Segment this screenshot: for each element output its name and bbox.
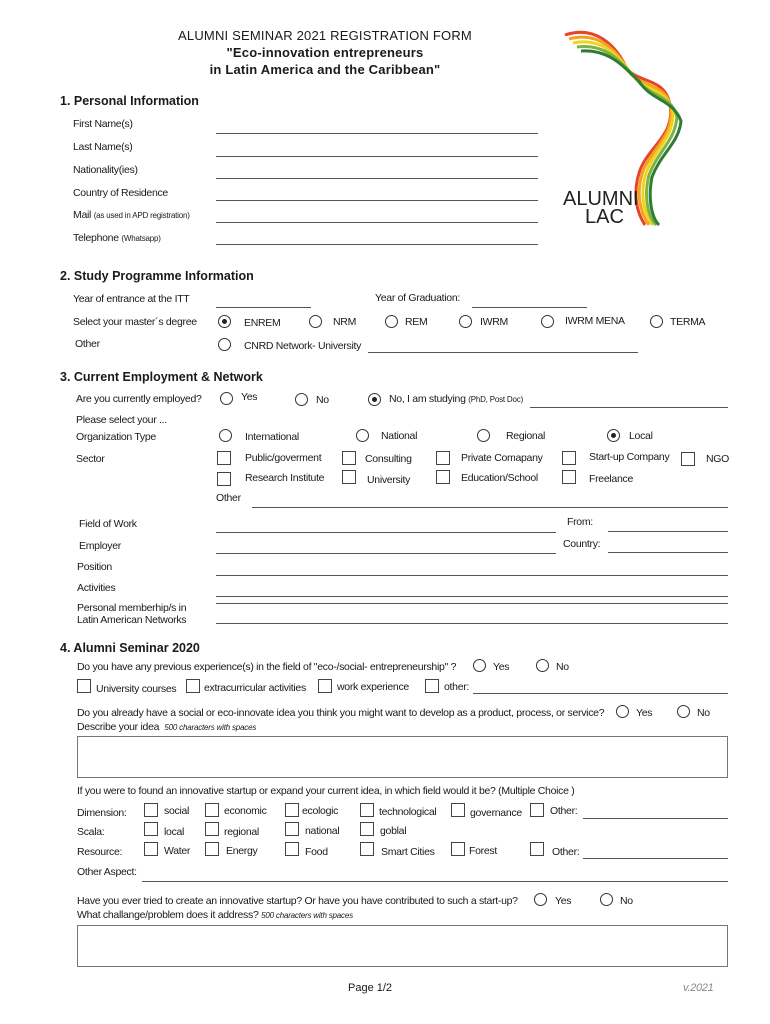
section-1-heading: 1. Personal Information xyxy=(60,94,199,108)
research-label: Research Institute xyxy=(245,472,325,484)
checkbox-university-courses[interactable] xyxy=(77,679,91,693)
checkbox-ecologic[interactable] xyxy=(285,803,299,817)
checkbox-technological[interactable] xyxy=(360,803,374,817)
challenge-question: What challange/problem does it address? 500 characters with spaces xyxy=(77,909,353,921)
radio-regional[interactable] xyxy=(477,429,490,442)
checkbox-res-other[interactable] xyxy=(530,842,544,856)
resource-label: Resource: xyxy=(77,846,123,858)
employer-label: Employer xyxy=(79,540,121,552)
checkbox-economic[interactable] xyxy=(205,803,219,817)
energy-label: Energy xyxy=(226,845,258,857)
version-label: v.2021 xyxy=(683,982,714,994)
country-field[interactable] xyxy=(608,552,728,553)
other-degree-label: Other xyxy=(75,338,100,350)
year-graduation-label: Year of Graduation: xyxy=(375,292,460,304)
studying-field[interactable] xyxy=(530,407,728,408)
studying-label: No, I am studying (PhD, Post Doc) xyxy=(389,393,524,405)
nationality-field[interactable] xyxy=(216,178,538,179)
checkbox-education[interactable] xyxy=(436,470,450,484)
field-question: If you were to found an innovative startup or expand your current idea, in which field would it be? (Multiple Choice ) xyxy=(77,785,575,797)
option-rem-label: REM xyxy=(405,316,428,328)
freelance-label: Freelance xyxy=(589,473,633,485)
radio-iwrm[interactable] xyxy=(459,315,472,328)
alumni-lac-logo xyxy=(555,25,695,235)
radio-nrm[interactable] xyxy=(309,315,322,328)
startup-question: Have you ever tried to create an innovative startup? Or have you have contributed to such a start-up? xyxy=(77,895,518,907)
startup-label: Start-up Company xyxy=(589,451,670,463)
cnrd-university-field[interactable] xyxy=(368,352,638,353)
checkbox-ngo[interactable] xyxy=(681,452,695,466)
year-graduation-field[interactable] xyxy=(472,307,587,308)
startup-no-label: No xyxy=(620,895,633,907)
radio-startup-no[interactable] xyxy=(600,893,613,906)
regional-scale-label: regional xyxy=(224,826,259,838)
organization-type-label: Organization Type xyxy=(76,431,156,443)
radio-cnrd[interactable] xyxy=(218,338,231,351)
radio-idea-yes[interactable] xyxy=(616,705,629,718)
option-cnrd-label: CNRD Network- University xyxy=(244,340,362,352)
membership-label-1: Personal memberhip/s in xyxy=(77,602,187,614)
last-name-field[interactable] xyxy=(216,156,538,157)
telephone-label: Telephone (Whatsapp) xyxy=(73,232,161,244)
country-of-residence-field[interactable] xyxy=(216,200,538,201)
university-courses-label: University courses xyxy=(96,683,177,695)
smart-cities-label: Smart Cities xyxy=(381,846,435,858)
res-other-field[interactable] xyxy=(583,858,728,859)
regional-label: Regional xyxy=(506,430,546,442)
option-iwrm-label: IWRM xyxy=(480,316,508,328)
experience-question: Do you have any previous experience(s) in the field of "eco-/social- entrepreneurship" ? xyxy=(77,661,457,673)
consulting-label: Consulting xyxy=(365,453,412,465)
radio-employed-yes[interactable] xyxy=(220,392,233,405)
other-aspect-label: Other Aspect: xyxy=(77,866,137,878)
checkbox-energy[interactable] xyxy=(205,842,219,856)
position-field[interactable] xyxy=(216,575,728,576)
activities-field[interactable] xyxy=(216,596,728,597)
radio-studying[interactable] xyxy=(368,393,381,406)
last-name-label: Last Name(s) xyxy=(73,141,133,153)
form-subtitle-line2: in Latin America and the Caribbean" xyxy=(209,62,441,77)
membership-field-2[interactable] xyxy=(216,623,728,624)
international-label: International xyxy=(245,431,299,443)
from-label: From: xyxy=(567,516,593,528)
section-2-heading: 2. Study Programme Information xyxy=(60,269,254,283)
activities-label: Activities xyxy=(77,582,116,594)
education-label: Education/School xyxy=(461,472,538,484)
economic-label: economic xyxy=(224,805,267,817)
forest-label: Forest xyxy=(469,845,497,857)
national-label: National xyxy=(381,430,418,442)
form-title: ALUMNI SEMINAR 2021 REGISTRATION FORM xyxy=(178,28,472,43)
mail-label: Mail (as used in APD registration) xyxy=(73,209,190,221)
checkbox-local-scale[interactable] xyxy=(144,822,158,836)
country-label: Country: xyxy=(563,538,601,550)
sector-other-label: Other xyxy=(216,492,241,504)
ngo-label: NGO xyxy=(706,453,730,465)
water-label: Water xyxy=(164,845,191,857)
idea-no-label: No xyxy=(697,707,710,719)
social-label: social xyxy=(164,805,190,817)
membership-field-1[interactable] xyxy=(216,603,728,604)
challenge-textarea[interactable] xyxy=(77,925,728,967)
checkbox-forest[interactable] xyxy=(451,842,465,856)
employer-field[interactable] xyxy=(216,553,556,554)
checkbox-smart-cities[interactable] xyxy=(360,842,374,856)
local-label: Local xyxy=(629,430,653,442)
option-iwrm-mena-label: IWRM MENA xyxy=(565,315,625,327)
radio-rem[interactable] xyxy=(385,315,398,328)
extracurricular-label: extracurricular activities xyxy=(204,682,306,694)
radio-employed-no[interactable] xyxy=(295,393,308,406)
logo-text-lac: LAC xyxy=(585,206,624,228)
sector-label: Sector xyxy=(76,453,105,465)
checkbox-research[interactable] xyxy=(217,472,231,486)
employed-yes-label: Yes xyxy=(241,391,258,403)
telephone-field[interactable] xyxy=(216,244,538,245)
checkbox-freelance[interactable] xyxy=(562,470,576,484)
dimension-label: Dimension: xyxy=(77,807,127,819)
radio-experience-yes[interactable] xyxy=(473,659,486,672)
other-aspect-field[interactable] xyxy=(142,881,728,882)
checkbox-private-company[interactable] xyxy=(436,451,450,465)
option-enrem-label: ENREM xyxy=(244,317,281,329)
experience-no-label: No xyxy=(556,661,569,673)
select-degree-label: Select your master´s degree xyxy=(73,316,197,328)
radio-international[interactable] xyxy=(219,429,232,442)
checkbox-food[interactable] xyxy=(285,842,299,856)
checkbox-regional-scale[interactable] xyxy=(205,822,219,836)
radio-experience-no[interactable] xyxy=(536,659,549,672)
option-nrm-label: NRM xyxy=(333,316,357,328)
option-terma-label: TERMA xyxy=(670,316,706,328)
checkbox-global-scale[interactable] xyxy=(360,822,374,836)
res-other-label: Other: xyxy=(552,846,580,858)
global-scale-label: goblal xyxy=(380,825,407,837)
checkbox-water[interactable] xyxy=(144,842,158,856)
startup-yes-label: Yes xyxy=(555,895,572,907)
food-label: Food xyxy=(305,846,328,858)
checkbox-extracurricular[interactable] xyxy=(186,679,200,693)
radio-terma[interactable] xyxy=(650,315,663,328)
checkbox-startup[interactable] xyxy=(562,451,576,465)
dim-other-field[interactable] xyxy=(583,818,728,819)
dim-other-label: Other: xyxy=(550,805,578,817)
local-scale-label: local xyxy=(164,826,185,838)
checkbox-governance[interactable] xyxy=(451,803,465,817)
checkbox-other-experience[interactable] xyxy=(425,679,439,693)
radio-enrem[interactable] xyxy=(218,315,231,328)
describe-idea-label: Describe your idea 500 characters with spaces xyxy=(77,721,257,733)
form-subtitle-line1: "Eco-innovation entrepreneurs xyxy=(226,45,424,60)
radio-startup-yes[interactable] xyxy=(534,893,547,906)
technological-label: technological xyxy=(379,806,437,818)
idea-question: Do you already have a social or eco-innovate idea you think you might want to develop as a product, process, or service? xyxy=(77,707,605,719)
work-experience-label: work experience xyxy=(337,681,409,693)
national-scale-label: national xyxy=(305,825,340,837)
country-of-residence-label: Country of Residence xyxy=(73,187,168,199)
other-experience-field[interactable] xyxy=(473,693,728,694)
checkbox-dim-other[interactable] xyxy=(530,803,544,817)
other-experience-label: other: xyxy=(444,681,470,693)
nationality-label: Nationality(ies) xyxy=(73,164,138,176)
year-entrance-label: Year of entrance at the ITT xyxy=(73,293,190,305)
public-label: Public/goverment xyxy=(245,452,322,464)
page-number: Page 1/2 xyxy=(348,982,393,994)
university-label: University xyxy=(367,474,411,486)
section-4-heading: 4. Alumni Seminar 2020 xyxy=(60,641,200,655)
from-field[interactable] xyxy=(608,531,728,532)
governance-label: governance xyxy=(470,807,522,819)
field-of-work-label: Field of Work xyxy=(79,518,137,530)
first-name-field[interactable] xyxy=(216,133,538,134)
first-name-label: First Name(s) xyxy=(73,118,133,130)
scala-label: Scala: xyxy=(77,826,105,838)
sector-other-field[interactable] xyxy=(252,507,728,508)
please-select-label: Please select your ... xyxy=(76,414,167,426)
section-3-heading: 3. Current Employment & Network xyxy=(60,370,263,384)
radio-idea-no[interactable] xyxy=(677,705,690,718)
mail-field[interactable] xyxy=(216,222,538,223)
radio-local[interactable] xyxy=(607,429,620,442)
checkbox-social[interactable] xyxy=(144,803,158,817)
experience-yes-label: Yes xyxy=(493,661,510,673)
radio-iwrm-mena[interactable] xyxy=(541,315,554,328)
idea-yes-label: Yes xyxy=(636,707,653,719)
checkbox-consulting[interactable] xyxy=(342,451,356,465)
year-entrance-field[interactable] xyxy=(216,307,311,308)
employed-question: Are you currently employed? xyxy=(76,393,202,405)
checkbox-national-scale[interactable] xyxy=(285,822,299,836)
radio-national[interactable] xyxy=(356,429,369,442)
position-label: Position xyxy=(77,561,112,573)
checkbox-university[interactable] xyxy=(342,470,356,484)
employed-no-label: No xyxy=(316,394,329,406)
checkbox-public[interactable] xyxy=(217,451,231,465)
checkbox-work-experience[interactable] xyxy=(318,679,332,693)
private-company-label: Private Comapany xyxy=(461,452,543,464)
membership-label-2: Latin American Networks xyxy=(77,614,187,626)
describe-idea-textarea[interactable] xyxy=(77,736,728,778)
ecologic-label: ecologic xyxy=(302,805,339,817)
logo-text-alumni: ALUMNI xyxy=(563,188,639,210)
field-of-work-field[interactable] xyxy=(216,532,556,533)
